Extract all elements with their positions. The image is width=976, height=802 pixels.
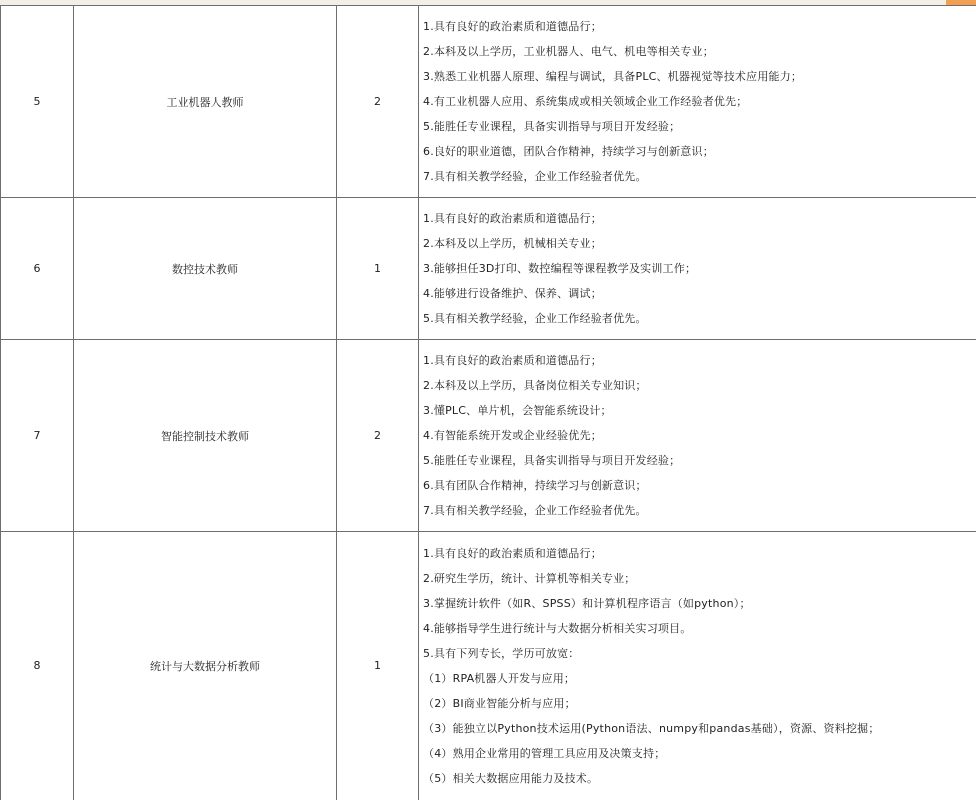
requirement-line: （1）RPA机器人开发与应用； — [423, 671, 576, 685]
headcount: 1 — [337, 198, 419, 340]
requirements-cell — [419, 532, 976, 800]
row-number: 5 — [1, 6, 74, 198]
requirement-line: 2.本科及以上学历，具备岗位相关专业知识； — [423, 379, 647, 392]
requirement-line: 4.有智能系统开发或企业经验优先； — [423, 429, 602, 442]
requirement-line: 3.掌握统计软件（如R、SPSS）和计算机程序语言（如python）； — [423, 596, 751, 610]
requirement-line: 1.具有良好的政治素质和道德品行； — [423, 546, 602, 560]
requirement-line: 2.本科及以上学历，工业机器人、电气、机电等相关专业； — [423, 45, 714, 58]
requirements-cell — [419, 340, 976, 532]
requirement-line: （3）能独立以Python技术运用(Python语法、numpy和pandas基础），资源、资料挖掘； — [423, 721, 880, 735]
requirement-line: 6.具有团队合作精神，持续学习与创新意识； — [423, 479, 647, 492]
position-title: 智能控制技术教师 — [74, 340, 337, 532]
requirement-line: 5.能胜任专业课程，具备实训指导与项目开发经验； — [423, 454, 681, 467]
requirement-line: 1.具有良好的政治素质和道德品行； — [423, 212, 602, 225]
row-number: 6 — [1, 198, 74, 340]
table-row — [1, 532, 976, 800]
headcount: 2 — [337, 6, 419, 198]
requirement-line: 2.研究生学历，统计、计算机等相关专业； — [423, 571, 636, 585]
recruitment-table — [0, 5, 976, 800]
requirement-line: （5）相关大数据应用能力及技术。 — [423, 771, 599, 785]
row-number: 7 — [1, 340, 74, 532]
position-title: 数控技术教师 — [74, 198, 337, 340]
requirement-line: 4.能够进行设备维护、保养、调试； — [423, 287, 602, 300]
requirements-cell — [419, 198, 976, 340]
position-title: 统计与大数据分析教师 — [74, 532, 337, 800]
requirements-cell — [419, 6, 976, 198]
table-row — [1, 6, 976, 198]
requirement-line: 4.能够指导学生进行统计与大数据分析相关实习项目。 — [423, 621, 692, 635]
requirement-line: 3.能够担任3D打印、数控编程等课程教学及实训工作； — [423, 262, 697, 275]
requirement-line: 5.具有下列专长，学历可放宽： — [423, 646, 580, 660]
requirement-line: 4.有工业机器人应用、系统集成或相关领域企业工作经验者优先； — [423, 95, 748, 108]
requirement-line: （4）熟用企业常用的管理工具应用及决策支持； — [423, 746, 666, 760]
requirement-line: 6.良好的职业道德，团队合作精神，持续学习与创新意识； — [423, 145, 714, 158]
requirement-line: 3.熟悉工业机器人原理、编程与调试，具备PLC、机器视觉等技术应用能力； — [423, 70, 803, 83]
table-body — [1, 6, 976, 800]
requirement-line: 5.具有相关教学经验，企业工作经验者优先。 — [423, 312, 647, 325]
table-row — [1, 340, 976, 532]
requirement-line: 7.具有相关教学经验，企业工作经验者优先。 — [423, 504, 647, 517]
row-number: 8 — [1, 532, 74, 800]
table-row — [1, 198, 976, 340]
requirement-line: （2）BI商业智能分析与应用； — [423, 696, 576, 710]
requirement-line: 7.具有相关教学经验，企业工作经验者优先。 — [423, 170, 647, 183]
requirement-line: 3.懂PLC、单片机，会智能系统设计； — [423, 404, 612, 417]
position-title: 工业机器人教师 — [74, 6, 337, 198]
requirement-line: 1.具有良好的政治素质和道德品行； — [423, 20, 602, 33]
requirement-line: 5.能胜任专业课程，具备实训指导与项目开发经验； — [423, 120, 681, 133]
headcount: 2 — [337, 340, 419, 532]
requirement-line: 2.本科及以上学历，机械相关专业； — [423, 237, 602, 250]
headcount: 1 — [337, 532, 419, 800]
requirement-line: 1.具有良好的政治素质和道德品行； — [423, 354, 602, 367]
